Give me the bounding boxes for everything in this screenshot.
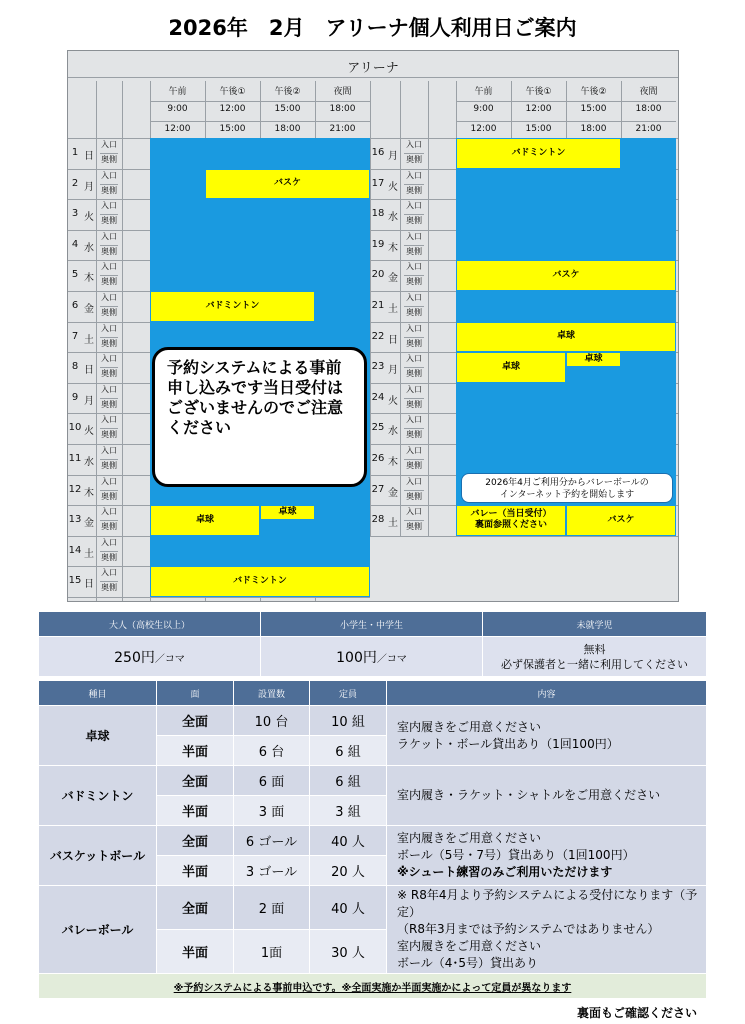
row-label-back: 奥側 bbox=[406, 338, 422, 348]
day-of-week-16: 月 bbox=[388, 151, 398, 162]
day-of-week-6: 金 bbox=[84, 304, 94, 315]
fee-child-value: 100円 bbox=[336, 649, 377, 666]
period-end-right-2: 18:00 bbox=[580, 124, 607, 134]
row-label-entrance: 入口 bbox=[406, 140, 422, 149]
sport-details bbox=[387, 886, 707, 974]
row-label-back: 奥側 bbox=[101, 522, 117, 532]
day-number-16: 16 bbox=[371, 147, 385, 158]
grid-line bbox=[404, 398, 424, 399]
day-number-24: 24 bbox=[371, 391, 385, 403]
units-full: 6 面 bbox=[234, 766, 310, 796]
grid-line bbox=[404, 520, 424, 521]
row-label-back: 奥側 bbox=[406, 246, 422, 256]
slot-block-14 bbox=[150, 536, 370, 567]
grid-line bbox=[100, 275, 118, 276]
grid-line bbox=[68, 77, 678, 78]
row-label-entrance: 入口 bbox=[101, 537, 117, 547]
units-half: 3 面 bbox=[234, 796, 310, 826]
fee-child bbox=[261, 637, 483, 677]
grid-line bbox=[122, 81, 123, 601]
grid-line bbox=[100, 245, 118, 246]
day-of-week-10: 火 bbox=[84, 426, 94, 438]
col-header-sport: 種目 bbox=[39, 681, 157, 706]
period-end-left-2: 18:00 bbox=[274, 124, 301, 134]
grid-line bbox=[404, 367, 424, 368]
sport-details bbox=[387, 706, 707, 766]
period-name-right-0: 午前 bbox=[474, 87, 493, 97]
row-label-entrance: 入口 bbox=[101, 231, 117, 241]
grid-line bbox=[150, 121, 370, 122]
col-header-court: 面 bbox=[157, 681, 234, 706]
period-start-right-0: 9:00 bbox=[473, 104, 494, 114]
row-label-back: 奥側 bbox=[406, 430, 422, 440]
day-of-week-7: 土 bbox=[84, 334, 94, 346]
day-of-week-12: 木 bbox=[84, 487, 94, 499]
day-number-25: 25 bbox=[371, 422, 385, 434]
day-number-4: 4 bbox=[71, 238, 79, 250]
units-half: 3 ゴール bbox=[234, 856, 310, 886]
slot-block-1 bbox=[150, 138, 370, 169]
row-label-back: 奥側 bbox=[101, 185, 117, 195]
sport-details bbox=[387, 766, 707, 826]
day-number-27: 27 bbox=[371, 483, 385, 495]
capacity-full: 6 組 bbox=[310, 766, 387, 796]
fee-preschool-note: 必ず保護者と一緒に利用してください bbox=[501, 657, 688, 671]
slot-block-18 bbox=[456, 199, 676, 230]
row-label-entrance: 入口 bbox=[101, 293, 117, 302]
row-label-back: 奥側 bbox=[406, 308, 422, 317]
detail-line: ※ R8年4月より予約システムによる受付になります（予定） bbox=[397, 888, 698, 919]
row-label-back: 奥側 bbox=[101, 430, 117, 440]
day-number-19: 19 bbox=[371, 238, 385, 250]
day-number-1: 1 bbox=[71, 147, 79, 158]
row-label-back: 奥側 bbox=[101, 552, 117, 562]
day-of-week-8: 日 bbox=[84, 365, 94, 377]
day-of-week-23: 月 bbox=[388, 365, 398, 377]
period-end-left-3: 21:00 bbox=[329, 124, 356, 134]
row-label-entrance: 入口 bbox=[101, 354, 117, 364]
grid-line bbox=[100, 490, 118, 491]
row-label-entrance: 入口 bbox=[101, 384, 117, 394]
period-start-left-1: 12:00 bbox=[219, 104, 246, 114]
grid-line bbox=[404, 184, 424, 185]
grid-line bbox=[456, 121, 676, 122]
event-block: バレー（当日受付） 裏面参照ください bbox=[456, 505, 566, 536]
period-end-left-1: 15:00 bbox=[219, 124, 246, 134]
units-full: 10 台 bbox=[234, 706, 310, 736]
fee-adult-unit: ／コマ bbox=[154, 653, 185, 665]
row-label-back: 奥側 bbox=[406, 522, 422, 532]
grid-line bbox=[404, 428, 424, 429]
row-label-entrance: 入口 bbox=[101, 262, 117, 272]
day-number-8: 8 bbox=[71, 361, 79, 373]
court-full: 全面 bbox=[157, 826, 234, 856]
grid-line bbox=[100, 153, 118, 154]
grid-line bbox=[100, 337, 118, 338]
period-name-right-3: 夜間 bbox=[639, 87, 658, 97]
slot-block-5 bbox=[150, 260, 370, 291]
event-block: バスケ bbox=[205, 169, 370, 200]
empty-area bbox=[370, 537, 678, 601]
row-label-entrance: 入口 bbox=[406, 354, 422, 364]
grid-line bbox=[404, 337, 424, 338]
day-number-22: 22 bbox=[371, 330, 385, 342]
capacity-half: 6 組 bbox=[310, 736, 387, 766]
sport-name: 卓球 bbox=[39, 706, 157, 766]
row-label-entrance: 入口 bbox=[406, 262, 422, 272]
detail-line: ボール（4･5号）貸出あり bbox=[397, 956, 539, 970]
period-name-right-2: 午後② bbox=[580, 87, 607, 97]
row-label-entrance: 入口 bbox=[101, 415, 117, 425]
row-label-entrance: 入口 bbox=[406, 323, 422, 333]
detail-line: 室内履き・ラケット・シャトルをご用意ください bbox=[397, 788, 661, 802]
col-header-units: 設置数 bbox=[234, 681, 310, 706]
slot-block-25 bbox=[456, 413, 676, 444]
court-full: 全面 bbox=[157, 706, 234, 736]
row-label-entrance: 入口 bbox=[101, 476, 117, 486]
day-of-week-14: 土 bbox=[84, 548, 94, 560]
reservation-callout: 予約システムによる事前申し込みです当日受付はございませんのでご注意ください bbox=[152, 347, 367, 487]
capacity-full: 10 組 bbox=[310, 706, 387, 736]
day-number-3: 3 bbox=[71, 208, 79, 220]
event-block: バドミントン bbox=[150, 566, 370, 597]
day-of-week-19: 木 bbox=[388, 242, 398, 254]
row-label-back: 奥側 bbox=[101, 277, 117, 287]
period-end-left-0: 12:00 bbox=[164, 124, 191, 134]
day-of-week-3: 火 bbox=[84, 212, 94, 224]
row-label-back: 奥側 bbox=[101, 461, 117, 470]
event-block: 卓球 bbox=[456, 322, 676, 353]
row-label-back: 奥側 bbox=[101, 308, 117, 317]
day-of-week-22: 日 bbox=[388, 334, 398, 346]
row-label-back: 奥側 bbox=[406, 185, 422, 195]
row-label-back: 奥側 bbox=[406, 491, 422, 501]
event-block: バドミントン bbox=[150, 291, 315, 322]
row-label-entrance: 入口 bbox=[101, 323, 117, 333]
day-of-week-25: 水 bbox=[388, 426, 398, 438]
fee-header-child: 小学生・中学生 bbox=[261, 612, 483, 637]
grid-line bbox=[404, 306, 424, 307]
period-name-right-1: 午後① bbox=[525, 87, 552, 97]
event-block: 卓球 bbox=[260, 505, 315, 520]
court-half: 半面 bbox=[157, 796, 234, 826]
court-half: 半面 bbox=[157, 736, 234, 766]
period-end-right-0: 12:00 bbox=[470, 124, 497, 134]
event-block: バスケ bbox=[456, 260, 676, 291]
day-of-week-1: 日 bbox=[84, 151, 94, 162]
row-label-back: 奥側 bbox=[101, 246, 117, 256]
page-title: 2026年 2月 アリーナ個人利用日ご案内 bbox=[168, 16, 577, 40]
row-label-entrance: 入口 bbox=[101, 140, 117, 149]
row-label-entrance: 入口 bbox=[101, 170, 117, 180]
event-block: 卓球 bbox=[456, 352, 566, 383]
day-number-23: 23 bbox=[371, 361, 385, 373]
sports-table bbox=[38, 680, 707, 999]
day-of-week-13: 金 bbox=[84, 518, 94, 530]
detail-line: 室内履きをご用意ください bbox=[397, 831, 542, 845]
row-label-back: 奥側 bbox=[406, 399, 422, 409]
day-number-6: 6 bbox=[71, 300, 79, 311]
pricing-section bbox=[38, 611, 707, 999]
grid-line bbox=[456, 101, 676, 102]
grid-line bbox=[100, 214, 118, 215]
row-label-entrance: 入口 bbox=[101, 568, 117, 578]
grid-line bbox=[404, 245, 424, 246]
capacity-half: 3 組 bbox=[310, 796, 387, 826]
day-of-week-11: 水 bbox=[84, 457, 94, 468]
capacity-full: 40 人 bbox=[310, 886, 387, 930]
period-name-left-0: 午前 bbox=[168, 87, 187, 97]
day-of-week-15: 日 bbox=[84, 579, 94, 591]
grid-line bbox=[100, 398, 118, 399]
day-of-week-21: 土 bbox=[388, 304, 398, 315]
row-label-back: 奥側 bbox=[101, 216, 117, 226]
day-of-week-24: 火 bbox=[388, 395, 398, 407]
fee-adult-value: 250円 bbox=[114, 649, 155, 666]
day-of-week-2: 月 bbox=[84, 181, 94, 193]
day-of-week-9: 月 bbox=[84, 395, 94, 407]
fee-adult bbox=[39, 637, 261, 677]
row-label-entrance: 入口 bbox=[406, 446, 422, 455]
period-start-right-3: 18:00 bbox=[635, 104, 662, 114]
units-full: 2 面 bbox=[234, 886, 310, 930]
row-label-back: 奥側 bbox=[101, 338, 117, 348]
volleyball-notice bbox=[461, 473, 673, 503]
day-number-26: 26 bbox=[371, 453, 385, 464]
sport-details bbox=[387, 826, 707, 886]
table-footer-note bbox=[39, 974, 707, 999]
grid-line bbox=[100, 184, 118, 185]
grid-line bbox=[100, 428, 118, 429]
period-start-right-1: 12:00 bbox=[525, 104, 552, 114]
day-number-20: 20 bbox=[371, 269, 385, 281]
grid-line bbox=[100, 459, 118, 460]
court-full: 全面 bbox=[157, 766, 234, 796]
capacity-half: 30 人 bbox=[310, 930, 387, 974]
row-label-back: 奥側 bbox=[101, 399, 117, 409]
row-label-entrance: 入口 bbox=[101, 507, 117, 517]
detail-line: ボール（5号・7号）貸出あり（1回100円） bbox=[397, 848, 635, 862]
day-number-2: 2 bbox=[71, 177, 79, 189]
day-number-12: 12 bbox=[68, 483, 82, 495]
grid-line bbox=[404, 153, 424, 154]
day-number-17: 17 bbox=[371, 177, 385, 189]
slot-block-19 bbox=[456, 230, 676, 261]
row-label-back: 奥側 bbox=[101, 491, 117, 501]
period-end-right-3: 21:00 bbox=[635, 124, 662, 134]
grid-line bbox=[404, 459, 424, 460]
detail-line: ※シュート練習のみご利用いただけます bbox=[397, 865, 613, 879]
back-page-note: 裏面もご確認ください bbox=[576, 1006, 697, 1020]
row-label-entrance: 入口 bbox=[406, 293, 422, 302]
detail-line: ラケット・ボール貸出あり（1回100円） bbox=[397, 736, 619, 751]
day-of-week-4: 水 bbox=[84, 242, 94, 254]
fee-header-adult: 大人（高校生以上） bbox=[39, 612, 261, 637]
row-label-entrance: 入口 bbox=[406, 415, 422, 425]
row-label-back: 奥側 bbox=[406, 216, 422, 226]
slot-block-21 bbox=[456, 291, 676, 322]
day-of-week-18: 水 bbox=[388, 212, 398, 224]
day-of-week-28: 土 bbox=[388, 518, 398, 530]
row-label-entrance: 入口 bbox=[406, 201, 422, 211]
grid-line bbox=[100, 520, 118, 521]
event-block: バドミントン bbox=[456, 138, 621, 169]
units-half: 6 台 bbox=[234, 736, 310, 766]
day-number-13: 13 bbox=[68, 514, 82, 526]
day-number-21: 21 bbox=[371, 300, 385, 311]
detail-line: （R8年3月までは予約システムではありません） bbox=[397, 922, 660, 936]
detail-line: 室内履きをご用意ください bbox=[397, 719, 542, 734]
fee-preschool-free: 無料 bbox=[583, 642, 606, 656]
slot-block-4 bbox=[150, 230, 370, 261]
sports-rows bbox=[39, 706, 707, 974]
day-number-15: 15 bbox=[68, 575, 82, 587]
grid-line bbox=[404, 275, 424, 276]
day-number-11: 11 bbox=[68, 453, 82, 464]
row-label-entrance: 入口 bbox=[101, 201, 117, 211]
grid-line bbox=[404, 490, 424, 491]
col-header-details: 内容 bbox=[387, 681, 707, 706]
period-end-right-1: 15:00 bbox=[525, 124, 552, 134]
day-number-14: 14 bbox=[68, 544, 82, 556]
event-block: 卓球 bbox=[566, 352, 621, 367]
fee-header-preschool: 未就学児 bbox=[483, 612, 707, 637]
grid-line bbox=[428, 81, 429, 601]
row-label-entrance: 入口 bbox=[101, 446, 117, 455]
grid-line bbox=[150, 101, 370, 102]
arena-header: アリーナ bbox=[347, 61, 399, 76]
row-label-back: 奥側 bbox=[406, 155, 422, 164]
row-label-back: 奥側 bbox=[101, 155, 117, 164]
day-number-5: 5 bbox=[71, 269, 79, 281]
day-number-10: 10 bbox=[68, 422, 82, 434]
day-of-week-5: 木 bbox=[84, 273, 94, 285]
row-label-entrance: 入口 bbox=[406, 384, 422, 394]
row-label-back: 奥側 bbox=[406, 369, 422, 379]
capacity-full: 40 人 bbox=[310, 826, 387, 856]
footer-note-text: ※予約システムによる事前申込です。※全面実施か半面実施かによって定員が異なります bbox=[173, 982, 572, 994]
day-of-week-17: 火 bbox=[388, 181, 398, 193]
period-start-left-0: 9:00 bbox=[167, 104, 188, 114]
event-block: バスケ bbox=[566, 505, 676, 536]
units-full: 6 ゴール bbox=[234, 826, 310, 856]
grid-line bbox=[68, 597, 370, 598]
fee-table bbox=[38, 611, 707, 677]
event-block: 卓球 bbox=[150, 505, 260, 536]
day-number-9: 9 bbox=[71, 391, 79, 403]
col-header-capacity: 定員 bbox=[310, 681, 387, 706]
court-half: 半面 bbox=[157, 856, 234, 886]
capacity-half: 20 人 bbox=[310, 856, 387, 886]
period-name-left-3: 夜間 bbox=[333, 87, 352, 97]
period-start-left-2: 15:00 bbox=[274, 104, 301, 114]
sport-name: バスケットボール bbox=[39, 826, 157, 886]
day-of-week-27: 金 bbox=[388, 487, 398, 499]
arena-schedule bbox=[67, 50, 679, 602]
sport-name: バドミントン bbox=[39, 766, 157, 826]
slot-block-26 bbox=[456, 444, 676, 475]
slot-block-24 bbox=[456, 383, 676, 414]
row-label-entrance: 入口 bbox=[406, 507, 422, 517]
row-label-entrance: 入口 bbox=[406, 231, 422, 241]
fee-preschool bbox=[483, 637, 707, 677]
row-label-entrance: 入口 bbox=[406, 476, 422, 486]
row-label-back: 奥側 bbox=[406, 277, 422, 287]
volleyball-notice-text: 2026年4月ご利用分からバレーボールの インターネット予約を開始します bbox=[485, 478, 649, 500]
detail-line: 室内履きをご用意ください bbox=[397, 939, 542, 953]
period-start-left-3: 18:00 bbox=[329, 104, 356, 114]
grid-line bbox=[100, 367, 118, 368]
row-label-back: 奥側 bbox=[101, 583, 117, 593]
fee-child-unit: ／コマ bbox=[376, 653, 407, 665]
period-name-left-2: 午後② bbox=[274, 87, 301, 97]
day-number-18: 18 bbox=[371, 208, 385, 220]
day-number-28: 28 bbox=[371, 514, 385, 526]
grid-line bbox=[100, 581, 118, 582]
grid-line bbox=[404, 214, 424, 215]
day-of-week-20: 金 bbox=[388, 273, 398, 285]
row-label-entrance: 入口 bbox=[406, 170, 422, 180]
grid-line bbox=[100, 306, 118, 307]
row-label-back: 奥側 bbox=[406, 461, 422, 470]
row-label-back: 奥側 bbox=[101, 369, 117, 379]
slot-block-17 bbox=[456, 169, 676, 200]
court-full: 全面 bbox=[157, 886, 234, 930]
court-half: 半面 bbox=[157, 930, 234, 974]
sport-name: バレーボール bbox=[39, 886, 157, 974]
day-number-7: 7 bbox=[71, 330, 79, 342]
period-name-left-1: 午後① bbox=[219, 87, 246, 97]
slot-block-3 bbox=[150, 199, 370, 230]
grid-line bbox=[100, 551, 118, 552]
units-half: 1面 bbox=[234, 930, 310, 974]
day-of-week-26: 木 bbox=[388, 457, 398, 468]
period-start-right-2: 15:00 bbox=[580, 104, 607, 114]
